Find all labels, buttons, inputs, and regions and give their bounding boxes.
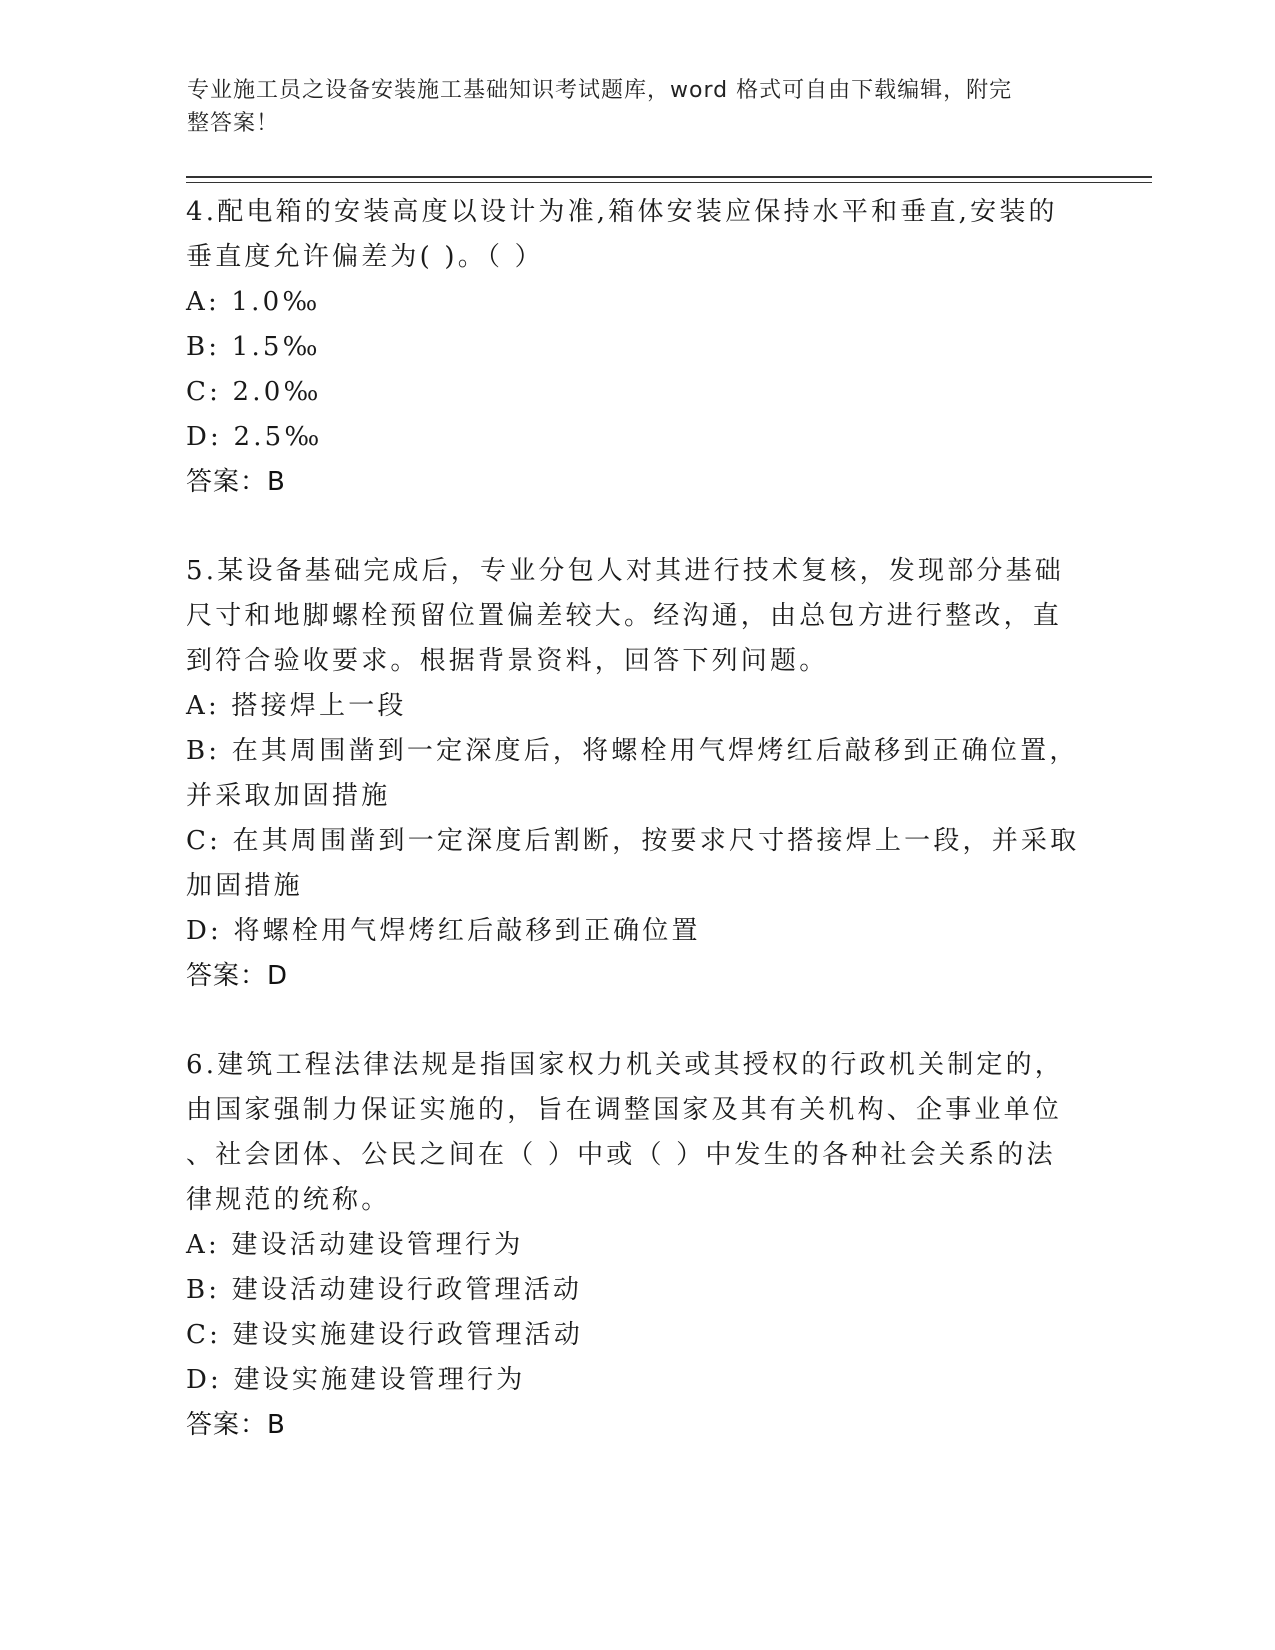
question-stem-line: 由国家强制力保证实施的，旨在调整国家及其有关机构、企事业单位 xyxy=(186,1095,1063,1125)
option-c: C: 在其周围凿到一定深度后割断，按要求尺寸搭接焊上一段，并采取 xyxy=(186,826,1080,856)
question-stem-line: 6.建筑工程法律法规是指国家权力机关或其授权的行政机关制定的， xyxy=(186,1050,1065,1080)
option-d: D: 将螺栓用气焊烤红后敲移到正确位置 xyxy=(186,916,701,946)
option-b: B: 建设活动建设行政管理活动 xyxy=(186,1275,583,1305)
answer-label: 答案：B xyxy=(186,467,286,497)
answer-label: 答案：B xyxy=(186,1410,286,1440)
option-b: B: 1.5‰ xyxy=(186,332,321,362)
header-divider-thin xyxy=(186,182,1152,183)
question-stem-line: 、社会团体、公民之间在（ ）中或（ ）中发生的各种社会关系的法 xyxy=(186,1140,1056,1170)
question-list xyxy=(186,190,1086,1492)
option-c: C: 2.0‰ xyxy=(186,377,322,407)
header-line-1: 专业施工员之设备安装施工基础知识考试题库，word 格式可自由下载编辑，附完 xyxy=(187,78,1013,103)
question-stem-line: 5.某设备基础完成后，专业分包人对其进行技术复核，发现部分基础 xyxy=(186,556,1065,586)
question-stem-line: 垂直度允许偏差为( )。（ ） xyxy=(186,242,544,272)
option-c: C: 建设实施建设行政管理活动 xyxy=(186,1320,583,1350)
option-d: D: 建设实施建设管理行为 xyxy=(186,1365,526,1395)
option-d: D: 2.5‰ xyxy=(186,422,323,452)
option-a: A: 搭接焊上一段 xyxy=(186,691,407,721)
option-a: A: 1.0‰ xyxy=(186,287,321,317)
option-b: B: 在其周围凿到一定深度后，将螺栓用气焊烤红后敲移到正确位置， xyxy=(186,736,1079,766)
document-header xyxy=(187,74,1067,140)
question-stem-line: 律规范的统称。 xyxy=(186,1185,391,1215)
header-line-2: 整答案！ xyxy=(187,111,280,136)
header-divider-thick xyxy=(186,176,1152,178)
option-c-continued: 加固措施 xyxy=(186,871,303,901)
option-b-continued: 并采取加固措施 xyxy=(186,781,391,811)
option-a: A: 建设活动建设管理行为 xyxy=(186,1230,524,1260)
question-6 xyxy=(186,1043,1086,1448)
question-stem-line: 4.配电箱的安装高度以设计为准,箱体安装应保持水平和垂直,安装的 xyxy=(186,197,1058,227)
question-stem-line: 尺寸和地脚螺栓预留位置偏差较大。经沟通，由总包方进行整改，直 xyxy=(186,601,1063,631)
answer-label: 答案：D xyxy=(186,961,289,991)
question-stem-line: 到符合验收要求。根据背景资料，回答下列问题。 xyxy=(186,646,829,676)
question-5 xyxy=(186,549,1086,999)
question-4 xyxy=(186,190,1086,505)
